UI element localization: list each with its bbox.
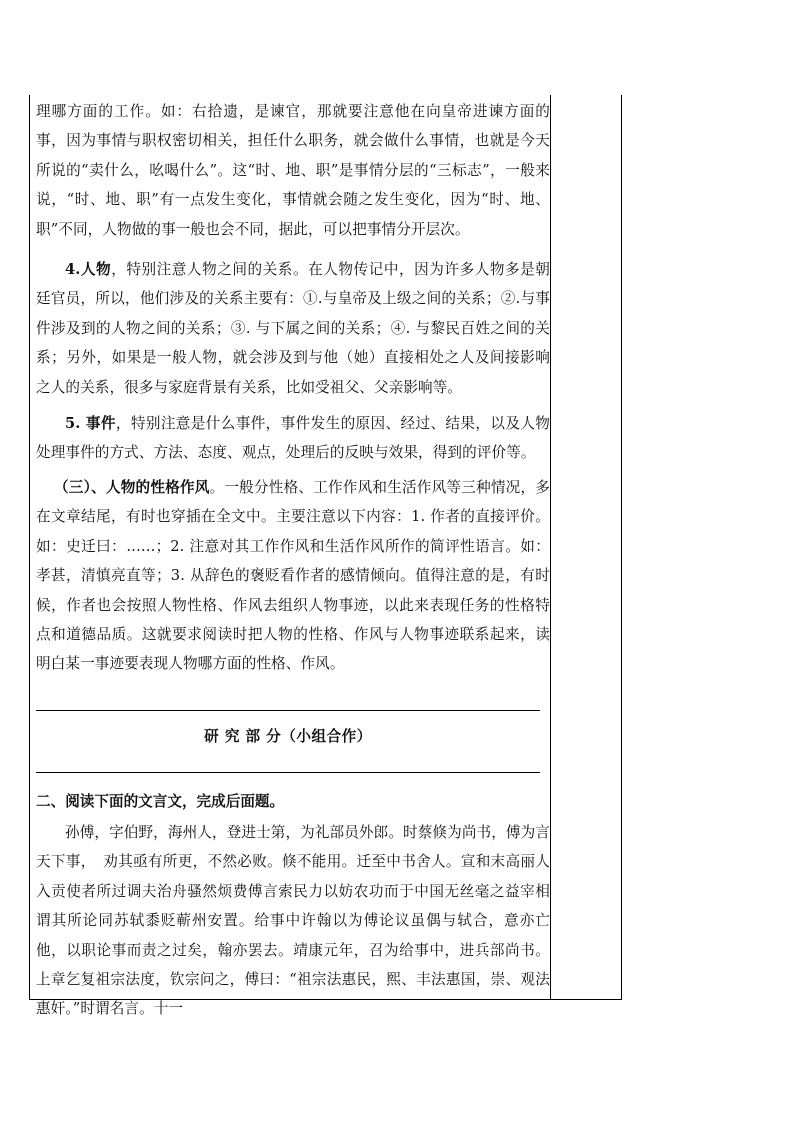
- paragraph-characters: [36, 255, 550, 402]
- paragraph-events: [36, 409, 550, 468]
- divider-bottom: [36, 772, 540, 773]
- label-characters: 4.人物: [65, 261, 112, 278]
- table-middle-border: [550, 95, 551, 1000]
- text-events: ，特别注意是什么事件，事件发生的原因、经过、结果，以及人物处理事件的方式、方法、态度、观点，处理后的反映与效果，得到的评价等。: [36, 415, 550, 462]
- paragraph-time-place-post: 理哪方面的工作。如：右拾遗，是谏官，那就要注意他在向皇帝进谏方面的事，因为事情与职权密切相关，担任什么职务，就会做什么事情，也就是今天所说的“卖什么，吆喝什么”。这“时、地、职”是事情分层的“三标志”，一般来说，“时、地、职”有一点发生变化，事情就会随之发生变化，因为“时、地、职”不同，人物做的事一般也会不同，据此，可以把事情分开层次。: [36, 103, 550, 238]
- text-personality: 。一般分性格、工作作风和生活作风等三种情况，多在文章结尾，有时也穿插在全文中。主要注意以下内容：1. 作者的直接评价。如：史迁曰：……；2. 注意对其工作作风和生活作风所作的简评性语言。如：孝甚，清慎亮直等；3. 从辞色的褒贬看作者的感情倾向。值得注意的是，有时候，作者也会按照人物性格、作风去组织人物事迹，以此来表现任务的性格特点和道德品质。这就要求阅读时把人物的性格、作风与人物事迹联系起来，读明白某一事迹要表现人物哪方面的性格、作风。: [36, 479, 550, 673]
- divider-top: [36, 710, 540, 711]
- question-heading: 二、阅读下面的文言文，完成后面题。: [36, 793, 285, 810]
- label-events: 5. 事件: [65, 415, 116, 432]
- classical-passage: 孙傅，字伯野，海州人，登进士第，为礼部员外郎。时蔡倏为尚书，傅为言天下事， 劝其亟有所更，不然必败。倏不能用。迁至中书舍人。宣和末高丽人入贡使者所过调夫治舟骚然烦费傅言索民力以妨农功而于中国无丝毫之益宰相谓其所论同苏轼黍贬蕲州安置。给事中许翰以为傅论议虽偶与轼合，意亦亡他，以职论事而责之过矣，翰亦罢去。靖康元年，召为给事中，进兵部尚书。上章乞复祖宗法度，钦宗问之，傅曰：“祖宗法惠民，熙、丰法惠国，崇、观法惠奸。”时谓名言。十一: [36, 824, 550, 1018]
- table-left-border: [29, 95, 30, 1000]
- section-title: 研 究 部 分（小组合作）: [204, 728, 372, 745]
- text-characters: ，特别注意人物之间的关系。在人物传记中，因为许多人物多是朝廷官员，所以，他们涉及的关系主要有：①.与皇帝及上级之间的关系；②.与事件涉及到的人物之间的关系；③. 与下属之间的关系；④. 与黎民百姓之间的关系；另外，如果是一般人物，就会涉及到与他（她）直接相处之人及间接影响之人的关系，很多与家庭背景有关系，比如受祖父、父亲影响等。: [36, 261, 550, 396]
- table-right-border: [621, 95, 622, 1000]
- label-personality: （三）、人物的性格作风: [54, 479, 210, 496]
- paragraph-personality: [36, 473, 550, 679]
